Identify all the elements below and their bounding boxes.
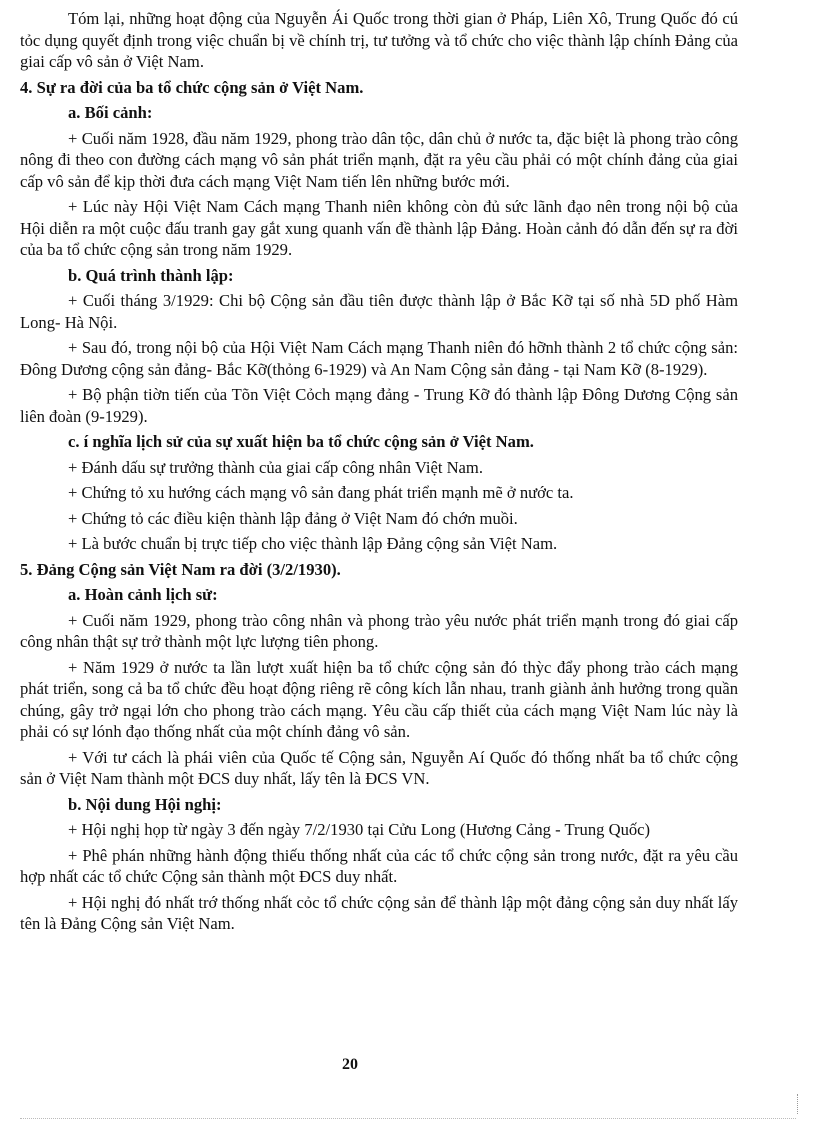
paragraph-context-1: + Cuối năm 1928, đầu năm 1929, phong trào dân tộc, dân chủ ở nước ta, đặc biệt là phong trào công nông đi theo con đường cách mạng vô sản phát triển mạnh, đặt ra yêu cầu phải có một chính đảng của giai cấp vô sản để kịp thời đưa cách mạng Việt Nam tiến lên những bước mới. <box>20 128 738 191</box>
paragraph-conference-1: + Hội nghị họp từ ngày 3 đến ngày 7/2/1930 tại Cửu Long (Hương Cảng - Trung Quốc) <box>68 820 651 839</box>
paragraph-conference-3: + Hội nghị đó nhất trớ thống nhất cỏc tổ chức cộng sản để thành lập một đảng cộng sản duy nhất lấy tên là Đảng Cộng sản Việt Nam. <box>20 892 738 933</box>
subheading-conference-content: b. Nội dung Hội nghị: <box>68 794 222 814</box>
paragraph-significance-4: + Là bước chuẩn bị trực tiếp cho việc thành lập Đảng cộng sản Việt Nam. <box>68 534 558 553</box>
paragraph-conference-2: + Phê phán những hành động thiếu thống nhất của các tổ chức cộng sản trong nước, đặt ra yêu cầu hợp nhất các tổ chức Cộng sản thành một ĐCS duy nhất. <box>20 845 738 886</box>
paragraph-significance-1: + Đánh dấu sự trưởng thành của giai cấp công nhân Việt Nam. <box>68 457 483 477</box>
page-number: 20 <box>342 1056 358 1073</box>
subheading-context: a. Bối cảnh: <box>68 103 153 122</box>
subheading-significance: c. í nghĩa lịch sử của sự xuất hiện ba tổ chức cộng sản ở Việt Nam. <box>68 432 534 451</box>
subheading-historical-context: a. Hoàn cảnh lịch sử: <box>68 585 218 604</box>
section-heading-5: 5. Đảng Cộng sản Việt Nam ra đời (3/2/1930). <box>20 559 341 579</box>
paragraph-process-3: + Bộ phận tiờn tiến của Tõn Việt Cỏch mạng đảng - Trung Kỡ đó thành lập Đông Dương Cộng sản liên đoàn (9-1929). <box>20 385 738 426</box>
paragraph-significance-3: + Chứng tỏ các điều kiện thành lập đảng ở Việt Nam đó chớn muồi. <box>68 508 518 528</box>
section-heading-4: 4. Sự ra đời của ba tổ chức cộng sản ở Việt Nam. <box>20 77 364 97</box>
paragraph-process-2: + Sau đó, trong nội bộ của Hội Việt Nam Cách mạng Thanh niên đó hỡnh thành 2 tổ chức cộng sản: Đông Dương cộng sản đảng- Bắc Kỡ(thỏng 6-1929) và An Nam Cộng sản đảng - tại Nam Kỡ (8-1929). <box>20 338 738 379</box>
paragraph-historical-1: + Cuối năm 1929, phong trào công nhân và phong trào yêu nước phát triển mạnh trong đó giai cấp công nhân thật sự trở thành một lực lượng tiên phong. <box>20 610 738 651</box>
paragraph-historical-3: + Với tư cách là phái viên của Quốc tế Cộng sản, Nguyễn Aí Quốc đó thống nhất ba tổ chức cộng sản ở Việt Nam thành một ĐCS duy nhất, lấy tên là ĐCS VN. <box>20 747 738 788</box>
paragraph-context-2: + Lúc này Hội Việt Nam Cách mạng Thanh niên không còn đủ sức lãnh đạo nên trong nội bộ của Hội diễn ra một cuộc đấu tranh gay gắt xung quanh vấn đề thành lập Đảng. Hoàn cảnh đó dẫn đến sự ra đời của ba tổ chức cộng sản trong năm 1929. <box>20 197 738 259</box>
paragraph-summary: Tóm lại, những hoạt động của Nguyễn Ái Quốc trong thời gian ở Pháp, Liên Xô, Trung Quốc đó cú tỏc dụng quyết định trong việc chuẩn bị về chính trị, tư tưởng và tổ chức cho việc thành lập chính Đảng của giai cấp vô sản ở Việt Nam. <box>20 9 738 71</box>
page-corner-mark <box>797 1094 806 1114</box>
paragraph-significance-2: + Chứng tỏ xu hướng cách mạng vô sản đang phát triển mạnh mẽ ở nước ta. <box>68 483 574 502</box>
footer-divider <box>20 1118 796 1119</box>
paragraph-historical-2: + Năm 1929 ở nước ta lần lượt xuất hiện ba tổ chức cộng sản đó thỳc đẩy phong trào cách mạng phát triển, song cả ba tổ chức đều hoạt động riêng rẽ công kích lẫn nhau, tranh giành ảnh hưởng trong quần chúng, gây trở ngại lớn cho phong trào cách mạng. Yêu cầu cấp thiết của cách mạng Việt Nam lúc này là phải có sự lónh đạo thống nhất của một chính đảng vô sản. <box>20 657 738 741</box>
paragraph-process-1: + Cuối tháng 3/1929: Chi bộ Cộng sản đầu tiên được thành lập ở Bắc Kỡ tại số nhà 5D phố Hàm Long- Hà Nội. <box>20 291 738 332</box>
subheading-founding-process: b. Quá trình thành lập: <box>68 265 234 285</box>
document-body <box>20 8 738 939</box>
